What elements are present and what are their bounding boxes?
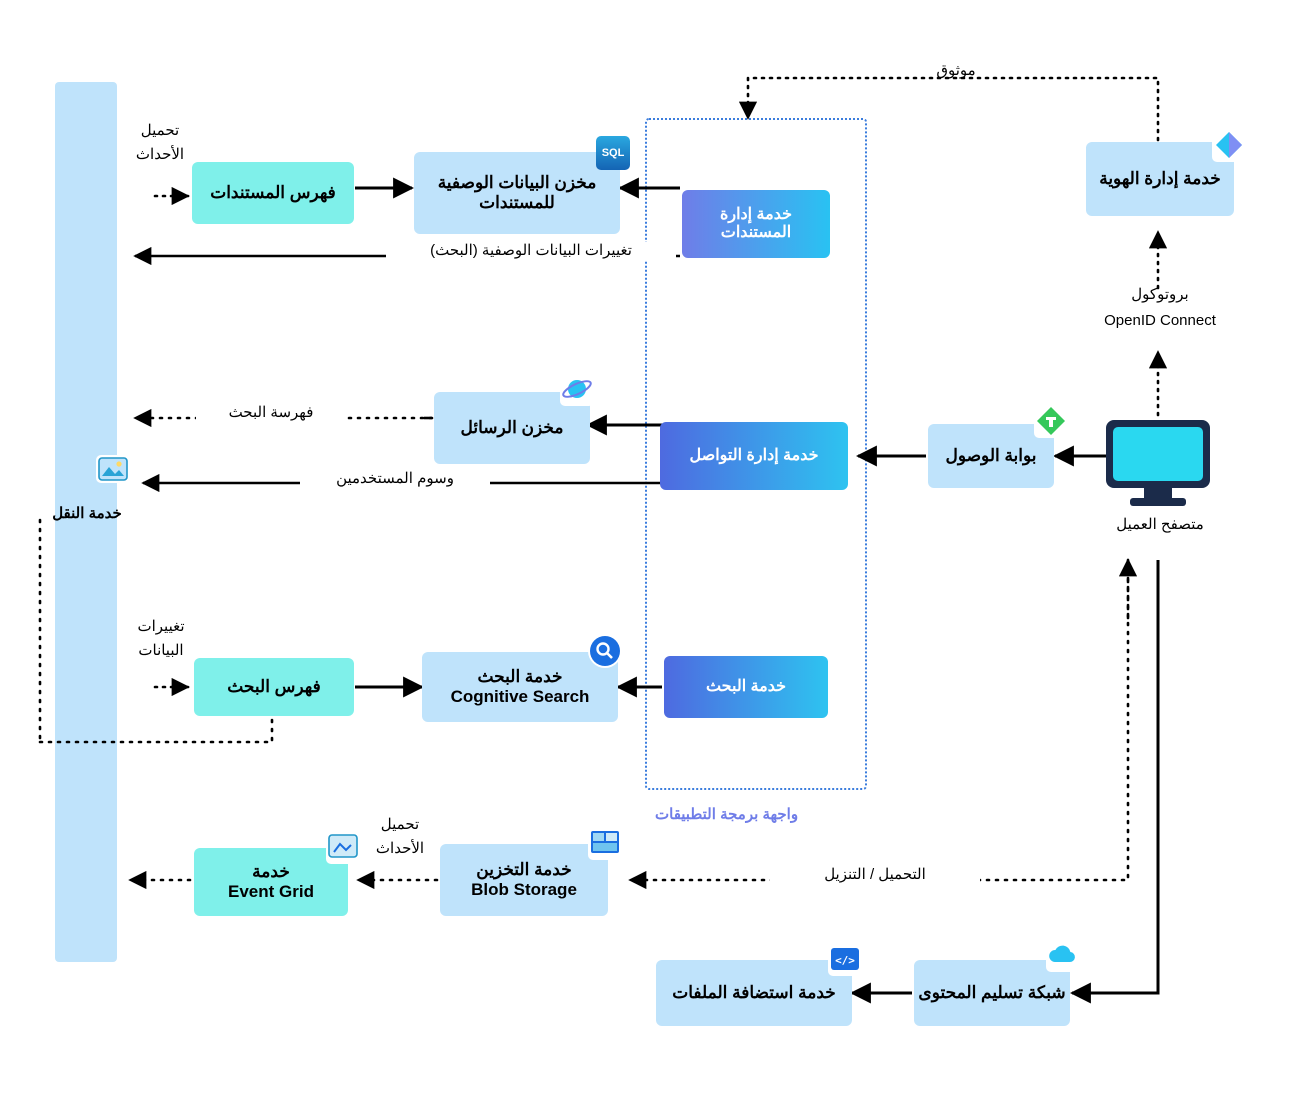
node-blob-storage-line2: Blob Storage bbox=[471, 880, 577, 899]
edge-label-user-tags: وسوم المستخدمين bbox=[300, 470, 490, 488]
edge-label-upload-events-top-line1: تحميل bbox=[140, 122, 180, 139]
cloud-icon bbox=[1046, 938, 1080, 972]
node-event-grid-line1: خدمة bbox=[252, 862, 290, 882]
gateway-icon bbox=[1034, 404, 1068, 438]
node-document-management-service[interactable] bbox=[682, 190, 830, 258]
node-document-index-label: فهرس المستندات bbox=[210, 183, 336, 203]
client-browser-monitor[interactable] bbox=[1104, 418, 1212, 506]
edge-label-upload-download: التحميل / التنزيل bbox=[770, 866, 980, 884]
node-message-store-label: مخزن الرسائل bbox=[460, 418, 564, 438]
event-grid-icon bbox=[326, 830, 360, 864]
node-search-service-label: خدمة البحث bbox=[705, 677, 787, 695]
transport-service-label: خدمة النقل bbox=[52, 505, 122, 522]
node-document-index[interactable] bbox=[192, 162, 354, 224]
node-blob-storage[interactable] bbox=[440, 844, 608, 916]
node-file-hosting-service-label: خدمة استضافة الملفات bbox=[672, 983, 836, 1003]
node-content-delivery-network-label: شبكة تسليم المحتوى bbox=[918, 983, 1066, 1003]
node-access-gateway-label: بوابة الوصول bbox=[945, 446, 1037, 466]
message-icon bbox=[560, 372, 594, 406]
svg-text:</>: </> bbox=[835, 954, 855, 967]
api-boundary-label: واجهة برمجة التطبيقات bbox=[655, 806, 799, 823]
identity-icon bbox=[1212, 128, 1246, 162]
sql-icon bbox=[596, 136, 630, 170]
node-search-index[interactable] bbox=[194, 658, 354, 716]
node-event-grid-line2: Event Grid bbox=[228, 882, 314, 901]
node-search-service[interactable] bbox=[664, 656, 828, 718]
sql-icon-text: SQL bbox=[601, 147, 625, 159]
edge-label-upload-events-bottom-line1: تحميل bbox=[380, 816, 420, 833]
cdn-icon bbox=[828, 942, 862, 976]
edge-label-trusted: موثوق bbox=[936, 62, 976, 79]
blob-storage-icon bbox=[588, 826, 622, 860]
edge-label-openid-line2: OpenID Connect bbox=[1104, 312, 1216, 329]
node-file-hosting-service[interactable] bbox=[656, 960, 852, 1026]
node-blob-storage-line1: خدمة التخزين bbox=[476, 860, 572, 880]
edge-label-search-indexing: فهرسة البحث bbox=[196, 404, 346, 422]
edge-label-upload-events-top-line2: الأحداث bbox=[135, 146, 185, 163]
edge-label-openid-line1: بروتوكول bbox=[1131, 286, 1189, 303]
node-search-index-label: فهرس البحث bbox=[227, 677, 321, 697]
image-icon bbox=[96, 455, 130, 483]
edge-label-data-changes-line2: البيانات bbox=[138, 642, 184, 659]
edge-label-data-changes-line1: تغييرات bbox=[137, 618, 185, 635]
node-event-grid[interactable] bbox=[194, 848, 348, 916]
node-communication-management-service[interactable] bbox=[660, 422, 848, 490]
search-icon bbox=[588, 634, 622, 668]
node-identity-management-service-label: خدمة إدارة الهوية bbox=[1099, 169, 1221, 189]
node-document-metadata-store[interactable] bbox=[414, 152, 620, 234]
node-cognitive-search-line1: خدمة البحث bbox=[477, 667, 563, 687]
client-browser-label: متصفح العميل bbox=[1116, 516, 1204, 533]
node-cognitive-search-line2: Cognitive Search bbox=[450, 687, 590, 706]
edge-label-upload-events-bottom-line2: الأحداث bbox=[375, 840, 425, 857]
edge-label-metadata-changes-search: تغييرات البيانات الوصفية (البحث) bbox=[386, 242, 676, 260]
node-communication-management-service-label: خدمة إدارة التواصل bbox=[689, 446, 819, 464]
node-document-metadata-store-label: مخزن البيانات الوصفية للمستندات bbox=[437, 173, 597, 212]
node-document-management-service-label: خدمة إدارة المستندات bbox=[719, 205, 792, 241]
